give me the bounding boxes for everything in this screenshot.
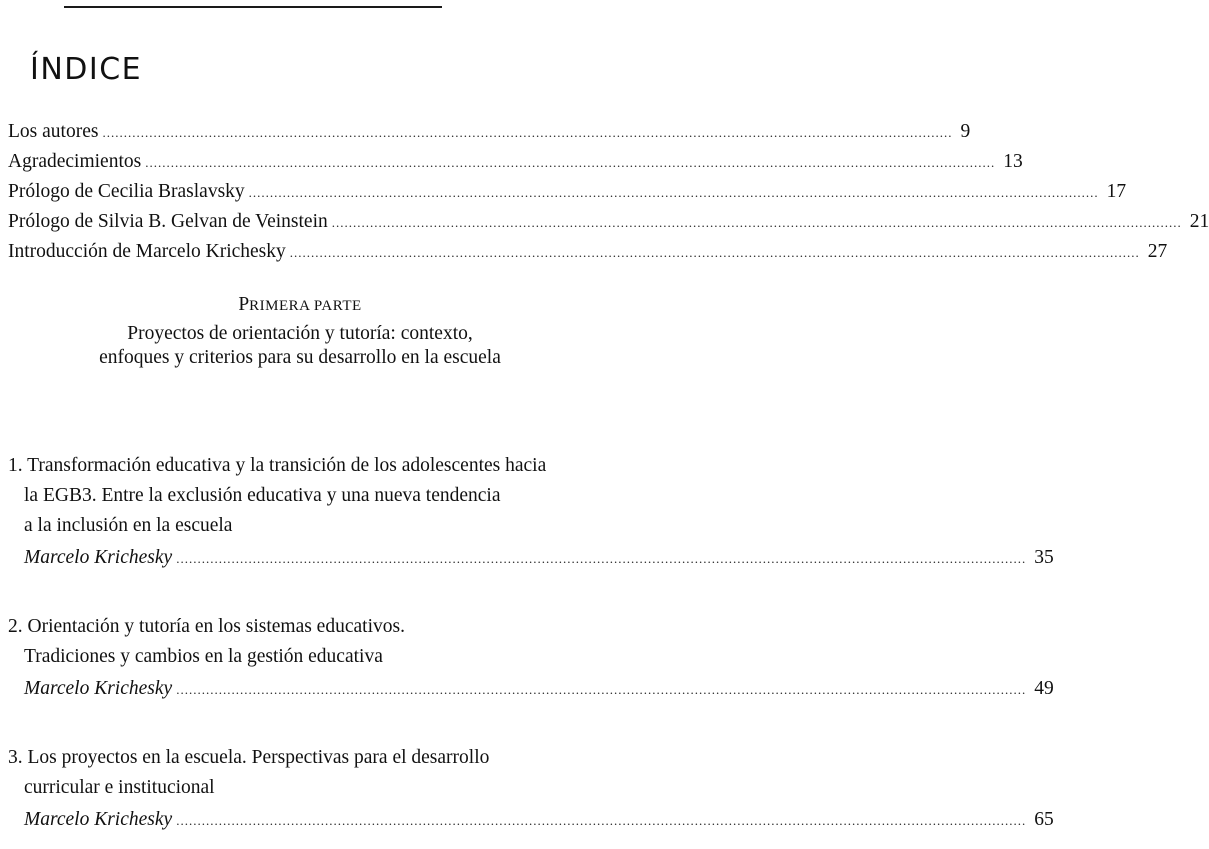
- chapter-2-author-line: [24, 675, 1054, 703]
- part-subtitle-line-1: Proyectos de orientación y tutoría: contexto,: [127, 323, 473, 344]
- dot-leader: ........................................................................................................................................................................................................: [331, 215, 1182, 230]
- dot-leader: ........................................................................................................................................................................................................: [176, 551, 1027, 566]
- chapter-author: Marcelo Krichesky: [24, 678, 173, 699]
- toc-entry-agradecimientos: [8, 148, 1023, 176]
- dot-leader: ........................................................................................................................................................................................................: [176, 682, 1027, 697]
- page-title: ÍNDICE: [30, 52, 143, 87]
- dot-leader: ........................................................................................................................................................................................................: [145, 155, 996, 170]
- toc-entry-page: 27: [1147, 241, 1168, 262]
- toc-entry-introduccion: [8, 238, 1168, 266]
- chapter-1-author-line: [24, 544, 1054, 572]
- chapter-1-title-line-3: a la inclusión en la escuela: [24, 515, 233, 536]
- top-rule: [64, 6, 442, 8]
- part-subtitle-line-2: enfoques y criterios para su desarrollo en la escuela: [99, 347, 501, 368]
- toc-entry-los-autores: [8, 118, 971, 146]
- dot-leader: ........................................................................................................................................................................................................: [176, 813, 1027, 828]
- toc-entry-label: Prólogo de Cecilia Braslavsky: [8, 181, 245, 202]
- chapter-page: 35: [1034, 547, 1054, 568]
- part-heading-initial: P: [238, 294, 250, 315]
- toc-entry-prologo-braslavsky: [8, 178, 1127, 206]
- chapter-3-title-line-1: 3. Los proyectos en la escuela. Perspectivas para el desarrollo: [8, 747, 490, 768]
- chapter-author: Marcelo Krichesky: [24, 809, 173, 830]
- chapter-2-title-line-1: 2. Orientación y tutoría en los sistemas educativos.: [8, 616, 405, 637]
- toc-entry-prologo-gelvan: [8, 208, 1209, 236]
- part-heading: [0, 293, 600, 318]
- part-heading-rest: RIMERA PARTE: [249, 298, 362, 314]
- chapter-1-title-line-2: la EGB3. Entre la exclusión educativa y una nueva tendencia: [24, 485, 501, 506]
- toc-entry-page: 21: [1189, 211, 1209, 232]
- toc-entry-label: Prólogo de Silvia B. Gelvan de Veinstein: [8, 211, 328, 232]
- chapter-page: 65: [1034, 809, 1054, 830]
- chapter-3-author-line: [24, 806, 1054, 834]
- dot-leader: ........................................................................................................................................................................................................: [248, 185, 1099, 200]
- dot-leader: ........................................................................................................................................................................................................: [102, 125, 953, 140]
- chapter-1-title-line-1: 1. Transformación educativa y la transición de los adolescentes hacia: [8, 455, 547, 476]
- chapter-2-title-line-2: Tradiciones y cambios en la gestión educativa: [24, 646, 383, 667]
- toc-entry-page: 17: [1106, 181, 1127, 202]
- chapter-page: 49: [1034, 678, 1054, 699]
- toc-entry-page: 9: [960, 121, 971, 142]
- chapter-3-title-line-2: curricular e institucional: [24, 777, 215, 798]
- toc-entry-page: 13: [1003, 151, 1023, 172]
- toc-entry-label: Los autores: [8, 121, 99, 142]
- toc-entry-label: Introducción de Marcelo Krichesky: [8, 241, 286, 262]
- dot-leader: ........................................................................................................................................................................................................: [289, 245, 1140, 260]
- chapter-author: Marcelo Krichesky: [24, 547, 173, 568]
- toc-entry-label: Agradecimientos: [8, 151, 142, 172]
